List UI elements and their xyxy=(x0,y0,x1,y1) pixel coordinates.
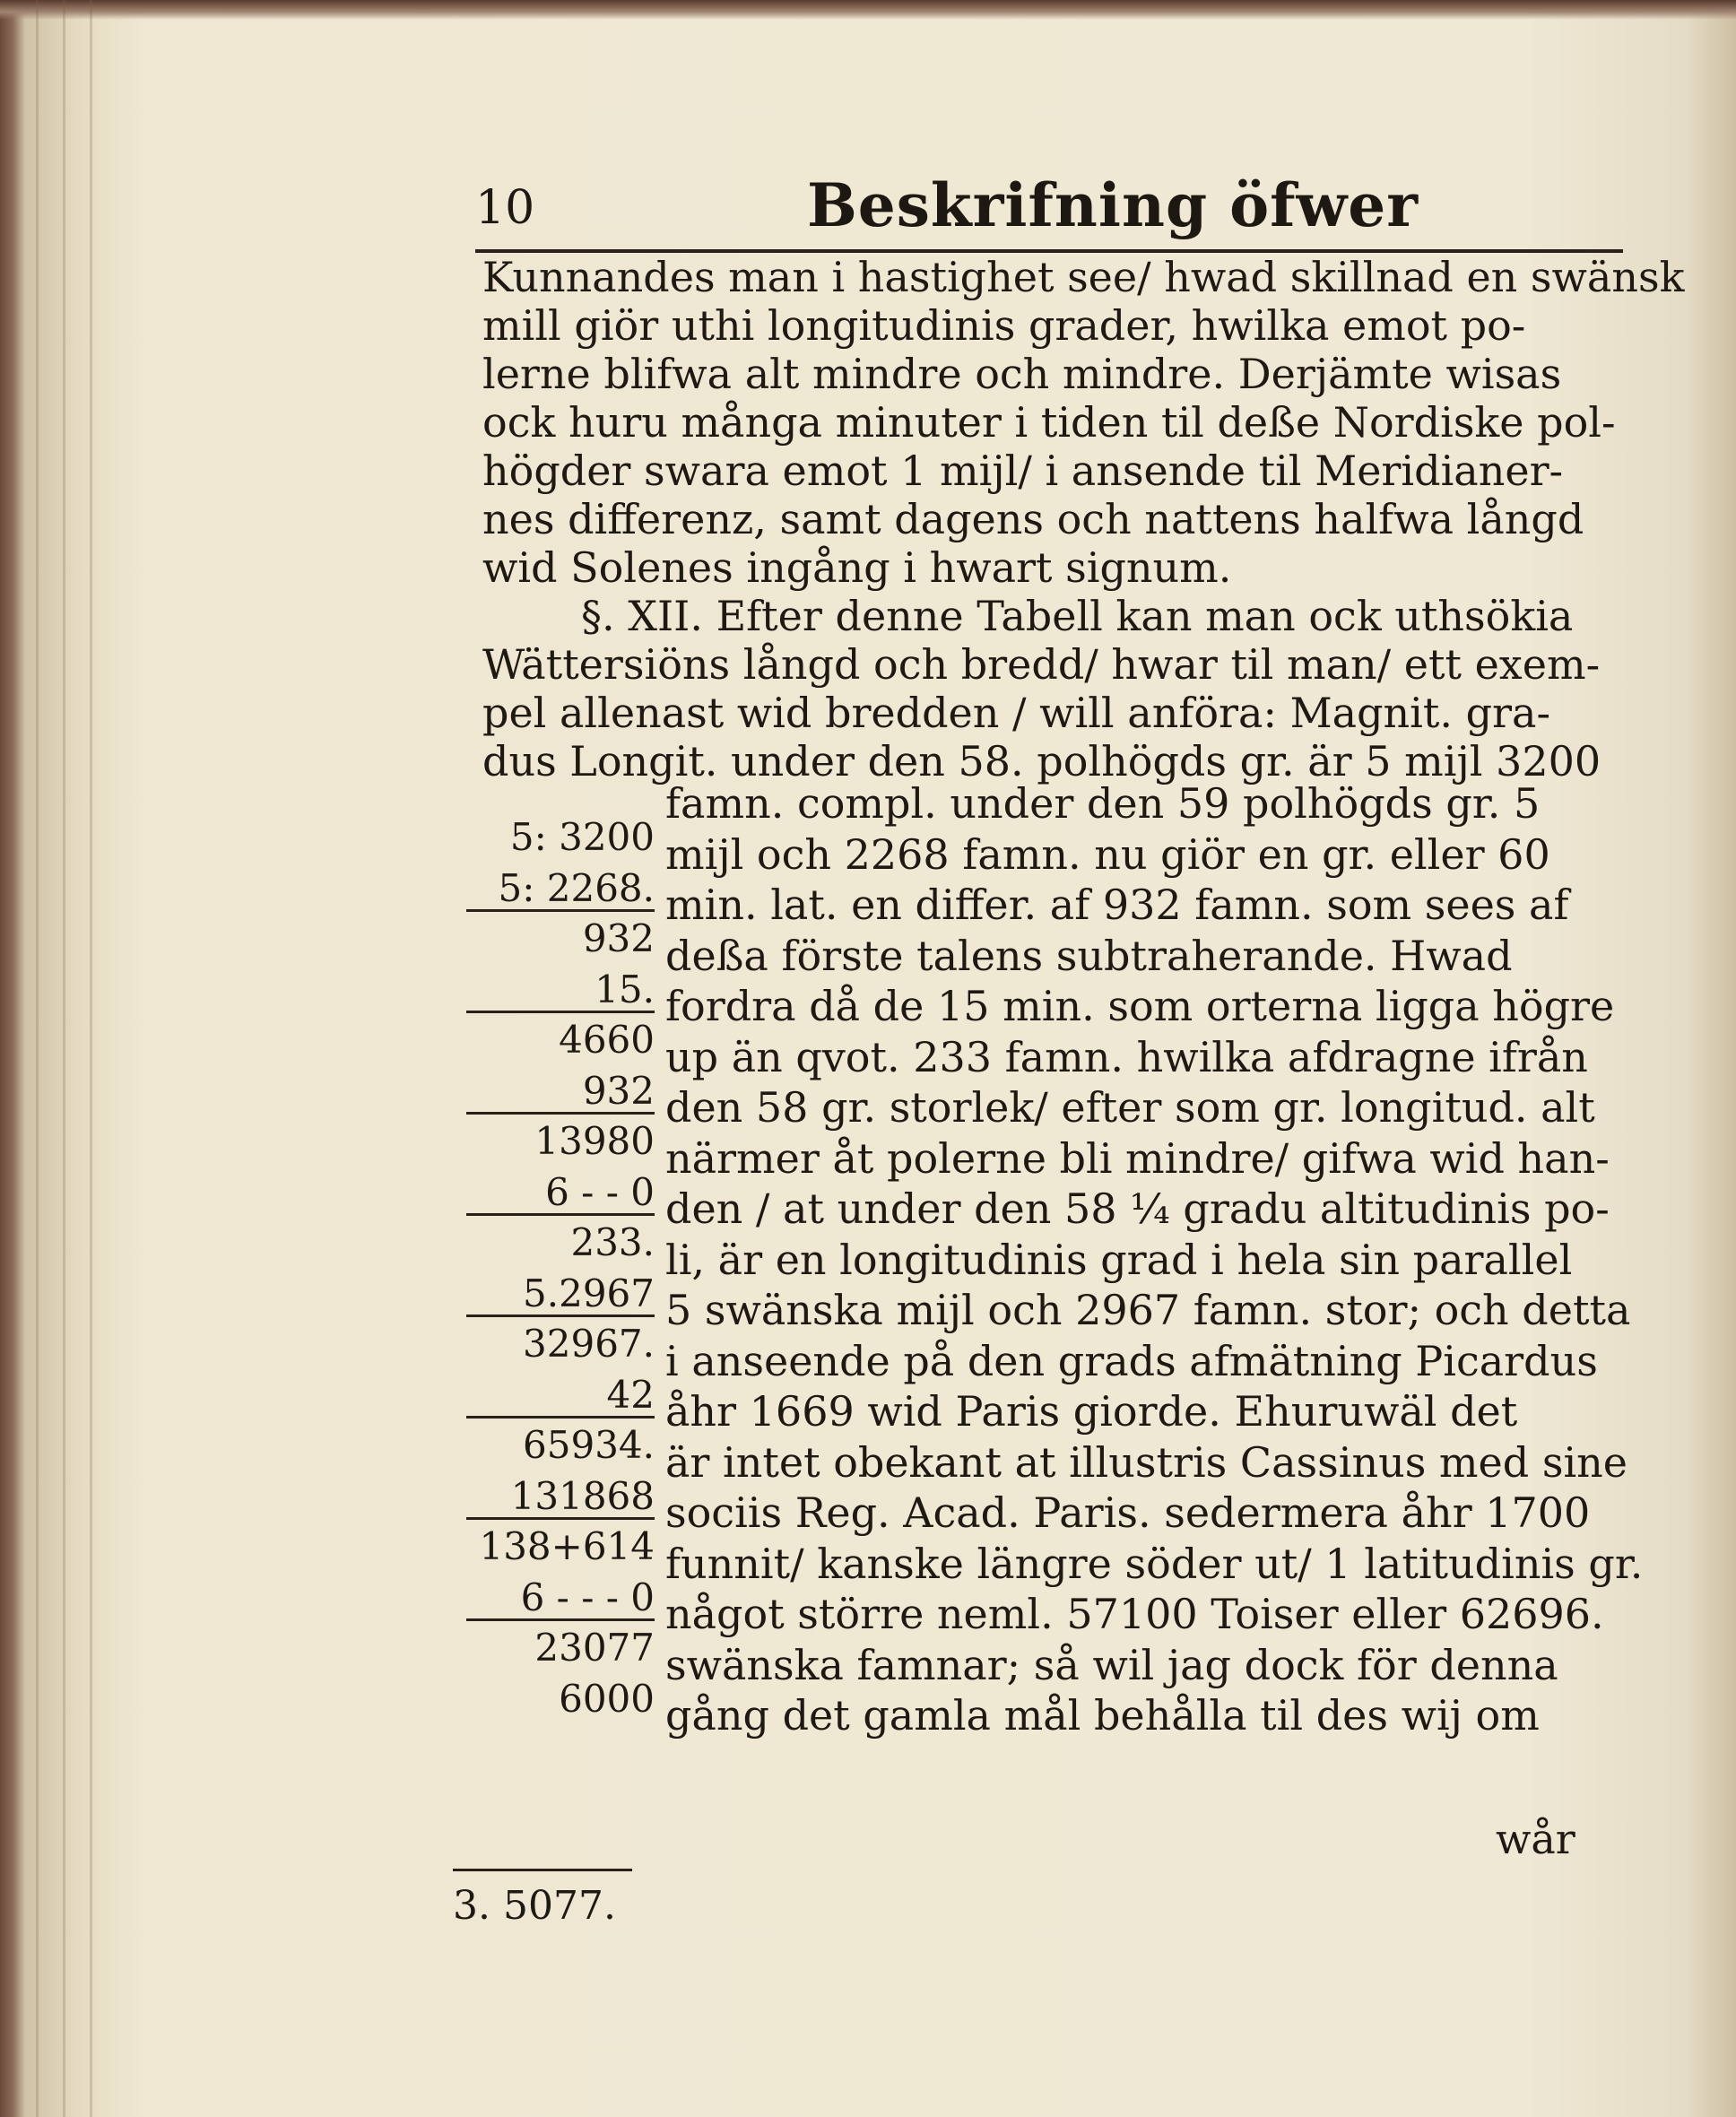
text-line: min. lat. en differ. af 932 famn. som sees af xyxy=(665,881,1569,929)
calc-row: 13980 xyxy=(534,1119,655,1163)
text-line: up än qvot. 233 famn. hwilka afdragne ifrån xyxy=(665,1032,1588,1081)
text-line: Kunnandes man i hastighet see/ hwad skillnad en swänsk xyxy=(482,253,1685,301)
text-line: ock huru många minuter i tiden til deße Nordiske pol- xyxy=(482,398,1616,447)
calc-row: 131868 xyxy=(448,1471,655,1523)
final-result: 3. 5077. xyxy=(453,1883,616,1929)
text-line: åhr 1669 wid Paris giorde. Ehuruwäl det xyxy=(665,1387,1518,1436)
running-title: Beskrifning öfwer xyxy=(807,170,1419,240)
section-start-line: §. XII. Efter denne Tabell kan man ock uthsökia xyxy=(581,592,1574,640)
side-paragraph xyxy=(665,778,1643,1741)
text-line: pel allenast wid bredden / will anföra: Magnit. gra- xyxy=(482,689,1551,737)
calc-row: 5: 3200 xyxy=(509,815,655,859)
text-line: 5 swänska mijl och 2967 famn. stor; och detta xyxy=(665,1286,1631,1334)
text-line: gång det gamla mål behålla til des wij om xyxy=(665,1691,1540,1740)
text-line: är intet obekant at illustris Cassinus med sine xyxy=(665,1437,1628,1487)
page-number: 10 xyxy=(475,181,535,235)
calc-row: 932 xyxy=(448,1066,655,1117)
text-line: något större neml. 57100 Toiser eller 62696. xyxy=(665,1590,1604,1638)
catchword: wår xyxy=(1496,1815,1575,1863)
text-line: närmer åt polerne bli mindre/ gifwa wid han- xyxy=(665,1133,1610,1183)
calc-row: 23077 xyxy=(534,1626,655,1670)
calc-row: 6000 xyxy=(559,1676,655,1721)
calc-row: 5: 2268. xyxy=(448,863,655,915)
page-edge xyxy=(90,0,92,2117)
calc-row: 15. xyxy=(448,965,655,1016)
page-edge xyxy=(63,0,65,2117)
calc-row: 5.2967 xyxy=(448,1269,655,1320)
text-line: den 58 gr. storlek/ efter som gr. longitud. alt xyxy=(665,1083,1595,1132)
text-line: wid Solenes ingång i hwart signum. xyxy=(482,543,1232,592)
calc-row: 233. xyxy=(570,1220,655,1264)
calc-row: 42 xyxy=(448,1370,655,1421)
calculation-column xyxy=(448,812,655,1724)
text-line: lerne blifwa alt mindre och mindre. Derjämte wisas xyxy=(482,350,1562,398)
final-rule xyxy=(453,1869,632,1871)
text-line: dus Longit. under den 58. polhögds gr. är 5 mijl 3200 xyxy=(482,737,1601,785)
calc-row: 4660 xyxy=(559,1018,655,1062)
text-line: li, är en longitudinis grad i hela sin parallel xyxy=(665,1235,1573,1284)
text-line: deßa förste talens subtraherande. Hwad xyxy=(665,931,1513,980)
main-paragraph xyxy=(482,253,1684,785)
text-line: mill giör uthi longitudinis grader, hwilka emot po- xyxy=(482,301,1526,350)
text-line: swänska famnar; så wil jag dock för denna xyxy=(665,1640,1558,1689)
text-line: famn. compl. under den 59 polhögds gr. 5 xyxy=(665,779,1541,828)
calc-row: 32967. xyxy=(523,1322,655,1366)
text-line: funnit/ kanske längre söder ut/ 1 latitudinis gr. xyxy=(665,1539,1644,1588)
text-line: nes differenz, samt dagens och nattens halfwa långd xyxy=(482,495,1584,543)
text-line: fordra då de 15 min. som orterna ligga högre xyxy=(665,982,1615,1030)
calc-row: 138+614 xyxy=(479,1524,655,1568)
text-line: i anseende på den grads afmätning Picardus xyxy=(665,1336,1598,1385)
text-line: högder swara emot 1 mijl/ i ansende til Meridianer- xyxy=(482,447,1564,495)
text-line: mijl och 2268 famn. nu giör en gr. eller 60 xyxy=(665,829,1550,879)
calc-row: 6 - - - 0 xyxy=(448,1573,655,1624)
text-line: den / at under den 58 ¼ gradu altitudinis po- xyxy=(665,1184,1610,1233)
text-line: Wättersiöns långd och bredd/ hwar til man/ ett exem- xyxy=(482,640,1601,689)
calc-row: 65934. xyxy=(523,1423,655,1467)
page-edge xyxy=(36,0,39,2117)
text-line: sociis Reg. Acad. Paris. sedermera åhr 1700 xyxy=(665,1488,1591,1537)
calc-row: 932 xyxy=(582,916,655,960)
calc-row: 6 - - 0 xyxy=(448,1167,655,1219)
